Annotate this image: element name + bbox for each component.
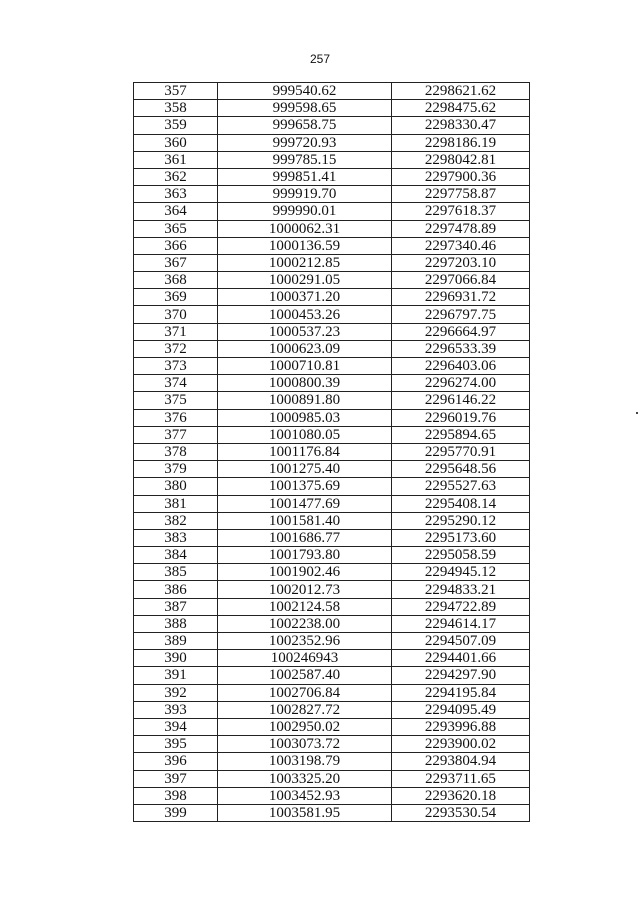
y-coordinate-cell: 2294095.49 <box>392 701 530 718</box>
y-coordinate-cell: 2294614.17 <box>392 615 530 632</box>
point-number-cell: 377 <box>134 426 218 443</box>
y-coordinate-cell: 2294833.21 <box>392 581 530 598</box>
table-row <box>134 83 530 100</box>
x-coordinate-cell: 1002706.84 <box>218 684 392 701</box>
table-row <box>134 443 530 460</box>
y-coordinate-cell: 2296403.06 <box>392 358 530 375</box>
point-number-cell: 386 <box>134 581 218 598</box>
y-coordinate-cell: 2295648.56 <box>392 461 530 478</box>
point-number-cell: 393 <box>134 701 218 718</box>
table-body <box>134 83 530 822</box>
x-coordinate-cell: 1002124.58 <box>218 598 392 615</box>
x-coordinate-cell: 999990.01 <box>218 203 392 220</box>
point-number-cell: 371 <box>134 323 218 340</box>
x-coordinate-cell: 1001581.40 <box>218 512 392 529</box>
x-coordinate-cell: 1001375.69 <box>218 478 392 495</box>
x-coordinate-cell: 1002587.40 <box>218 667 392 684</box>
point-number-cell: 380 <box>134 478 218 495</box>
y-coordinate-cell: 2296931.72 <box>392 289 530 306</box>
table-row <box>134 409 530 426</box>
point-number-cell: 397 <box>134 770 218 787</box>
y-coordinate-cell: 2294401.66 <box>392 650 530 667</box>
table-row <box>134 684 530 701</box>
y-coordinate-cell: 2294195.84 <box>392 684 530 701</box>
y-coordinate-cell: 2295058.59 <box>392 547 530 564</box>
point-number-cell: 360 <box>134 134 218 151</box>
y-coordinate-cell: 2295770.91 <box>392 443 530 460</box>
table-row <box>134 254 530 271</box>
x-coordinate-cell: 999658.75 <box>218 117 392 134</box>
table-row <box>134 306 530 323</box>
point-number-cell: 399 <box>134 804 218 821</box>
table-row <box>134 529 530 546</box>
table-row <box>134 650 530 667</box>
point-number-cell: 359 <box>134 117 218 134</box>
x-coordinate-cell: 1001793.80 <box>218 547 392 564</box>
y-coordinate-cell: 2296664.97 <box>392 323 530 340</box>
point-number-cell: 394 <box>134 718 218 735</box>
x-coordinate-cell: 1002352.96 <box>218 633 392 650</box>
y-coordinate-cell: 2294507.09 <box>392 633 530 650</box>
x-coordinate-cell: 1000212.85 <box>218 254 392 271</box>
point-number-cell: 374 <box>134 375 218 392</box>
y-coordinate-cell: 2293996.88 <box>392 718 530 735</box>
point-number-cell: 376 <box>134 409 218 426</box>
point-number-cell: 358 <box>134 100 218 117</box>
point-number-cell: 388 <box>134 615 218 632</box>
x-coordinate-cell: 1002950.02 <box>218 718 392 735</box>
x-coordinate-cell: 1003325.20 <box>218 770 392 787</box>
table-row <box>134 461 530 478</box>
table-row <box>134 151 530 168</box>
x-coordinate-cell: 1003452.93 <box>218 787 392 804</box>
point-number-cell: 387 <box>134 598 218 615</box>
x-coordinate-cell: 1000985.03 <box>218 409 392 426</box>
x-coordinate-cell: 1001686.77 <box>218 529 392 546</box>
table-row <box>134 598 530 615</box>
x-coordinate-cell: 999851.41 <box>218 168 392 185</box>
x-coordinate-cell: 999598.65 <box>218 100 392 117</box>
x-coordinate-cell: 1002827.72 <box>218 701 392 718</box>
table-row <box>134 495 530 512</box>
y-coordinate-cell: 2297618.37 <box>392 203 530 220</box>
table-row <box>134 375 530 392</box>
y-coordinate-cell: 2298475.62 <box>392 100 530 117</box>
table-row <box>134 323 530 340</box>
y-coordinate-cell: 2293530.54 <box>392 804 530 821</box>
x-coordinate-cell: 1000800.39 <box>218 375 392 392</box>
point-number-cell: 382 <box>134 512 218 529</box>
table-row <box>134 701 530 718</box>
x-coordinate-cell: 1000136.59 <box>218 237 392 254</box>
x-coordinate-cell: 1003073.72 <box>218 736 392 753</box>
y-coordinate-cell: 2298621.62 <box>392 83 530 100</box>
y-coordinate-cell: 2298186.19 <box>392 134 530 151</box>
point-number-cell: 373 <box>134 358 218 375</box>
point-number-cell: 367 <box>134 254 218 271</box>
point-number-cell: 385 <box>134 564 218 581</box>
point-number-cell: 383 <box>134 529 218 546</box>
point-number-cell: 384 <box>134 547 218 564</box>
table-row <box>134 117 530 134</box>
x-coordinate-cell: 1000062.31 <box>218 220 392 237</box>
table-row <box>134 753 530 770</box>
point-number-cell: 363 <box>134 186 218 203</box>
y-coordinate-cell: 2297340.46 <box>392 237 530 254</box>
table-row <box>134 134 530 151</box>
margin-mark <box>636 412 638 414</box>
coordinates-table <box>133 82 530 822</box>
y-coordinate-cell: 2295527.63 <box>392 478 530 495</box>
point-number-cell: 366 <box>134 237 218 254</box>
x-coordinate-cell: 1003581.95 <box>218 804 392 821</box>
x-coordinate-cell: 1000371.20 <box>218 289 392 306</box>
y-coordinate-cell: 2295894.65 <box>392 426 530 443</box>
table-row <box>134 358 530 375</box>
table-row <box>134 564 530 581</box>
y-coordinate-cell: 2297066.84 <box>392 272 530 289</box>
table-row <box>134 100 530 117</box>
point-number-cell: 365 <box>134 220 218 237</box>
point-number-cell: 396 <box>134 753 218 770</box>
y-coordinate-cell: 2296146.22 <box>392 392 530 409</box>
point-number-cell: 390 <box>134 650 218 667</box>
point-number-cell: 379 <box>134 461 218 478</box>
table-row <box>134 392 530 409</box>
point-number-cell: 378 <box>134 443 218 460</box>
point-number-cell: 391 <box>134 667 218 684</box>
y-coordinate-cell: 2296533.39 <box>392 340 530 357</box>
x-coordinate-cell: 1001477.69 <box>218 495 392 512</box>
x-coordinate-cell: 1003198.79 <box>218 753 392 770</box>
x-coordinate-cell: 999540.62 <box>218 83 392 100</box>
y-coordinate-cell: 2298042.81 <box>392 151 530 168</box>
x-coordinate-cell: 999720.93 <box>218 134 392 151</box>
point-number-cell: 392 <box>134 684 218 701</box>
x-coordinate-cell: 1000537.23 <box>218 323 392 340</box>
table-row <box>134 203 530 220</box>
table-row <box>134 289 530 306</box>
y-coordinate-cell: 2298330.47 <box>392 117 530 134</box>
x-coordinate-cell: 1002238.00 <box>218 615 392 632</box>
page-number: 257 <box>309 52 331 66</box>
point-number-cell: 395 <box>134 736 218 753</box>
point-number-cell: 372 <box>134 340 218 357</box>
x-coordinate-cell: 1001176.84 <box>218 443 392 460</box>
y-coordinate-cell: 2295173.60 <box>392 529 530 546</box>
table-row <box>134 237 530 254</box>
x-coordinate-cell: 1001080.05 <box>218 426 392 443</box>
point-number-cell: 370 <box>134 306 218 323</box>
x-coordinate-cell: 1000891.80 <box>218 392 392 409</box>
x-coordinate-cell: 1001902.46 <box>218 564 392 581</box>
y-coordinate-cell: 2296797.75 <box>392 306 530 323</box>
x-coordinate-cell: 1000710.81 <box>218 358 392 375</box>
table-row <box>134 770 530 787</box>
table-row <box>134 633 530 650</box>
table-row <box>134 615 530 632</box>
y-coordinate-cell: 2293620.18 <box>392 787 530 804</box>
x-coordinate-cell: 1002012.73 <box>218 581 392 598</box>
table-row <box>134 478 530 495</box>
point-number-cell: 398 <box>134 787 218 804</box>
y-coordinate-cell: 2294297.90 <box>392 667 530 684</box>
table-row <box>134 340 530 357</box>
y-coordinate-cell: 2293804.94 <box>392 753 530 770</box>
table-row <box>134 512 530 529</box>
point-number-cell: 389 <box>134 633 218 650</box>
y-coordinate-cell: 2293711.65 <box>392 770 530 787</box>
y-coordinate-cell: 2295290.12 <box>392 512 530 529</box>
point-number-cell: 369 <box>134 289 218 306</box>
table-row <box>134 804 530 821</box>
point-number-cell: 381 <box>134 495 218 512</box>
table-row <box>134 667 530 684</box>
x-coordinate-cell: 1001275.40 <box>218 461 392 478</box>
point-number-cell: 357 <box>134 83 218 100</box>
point-number-cell: 364 <box>134 203 218 220</box>
x-coordinate-cell: 100246943 <box>218 650 392 667</box>
table-row <box>134 547 530 564</box>
y-coordinate-cell: 2295408.14 <box>392 495 530 512</box>
y-coordinate-cell: 2293900.02 <box>392 736 530 753</box>
table-row <box>134 220 530 237</box>
x-coordinate-cell: 999785.15 <box>218 151 392 168</box>
table-row <box>134 736 530 753</box>
table-row <box>134 426 530 443</box>
table-row <box>134 168 530 185</box>
y-coordinate-cell: 2294722.89 <box>392 598 530 615</box>
x-coordinate-cell: 1000453.26 <box>218 306 392 323</box>
y-coordinate-cell: 2297478.89 <box>392 220 530 237</box>
table-row <box>134 787 530 804</box>
x-coordinate-cell: 1000291.05 <box>218 272 392 289</box>
table-row <box>134 186 530 203</box>
x-coordinate-cell: 1000623.09 <box>218 340 392 357</box>
y-coordinate-cell: 2296274.00 <box>392 375 530 392</box>
table-row <box>134 581 530 598</box>
point-number-cell: 361 <box>134 151 218 168</box>
y-coordinate-cell: 2297900.36 <box>392 168 530 185</box>
table-row <box>134 272 530 289</box>
point-number-cell: 368 <box>134 272 218 289</box>
point-number-cell: 362 <box>134 168 218 185</box>
table-row <box>134 718 530 735</box>
y-coordinate-cell: 2297203.10 <box>392 254 530 271</box>
x-coordinate-cell: 999919.70 <box>218 186 392 203</box>
point-number-cell: 375 <box>134 392 218 409</box>
y-coordinate-cell: 2296019.76 <box>392 409 530 426</box>
y-coordinate-cell: 2297758.87 <box>392 186 530 203</box>
y-coordinate-cell: 2294945.12 <box>392 564 530 581</box>
